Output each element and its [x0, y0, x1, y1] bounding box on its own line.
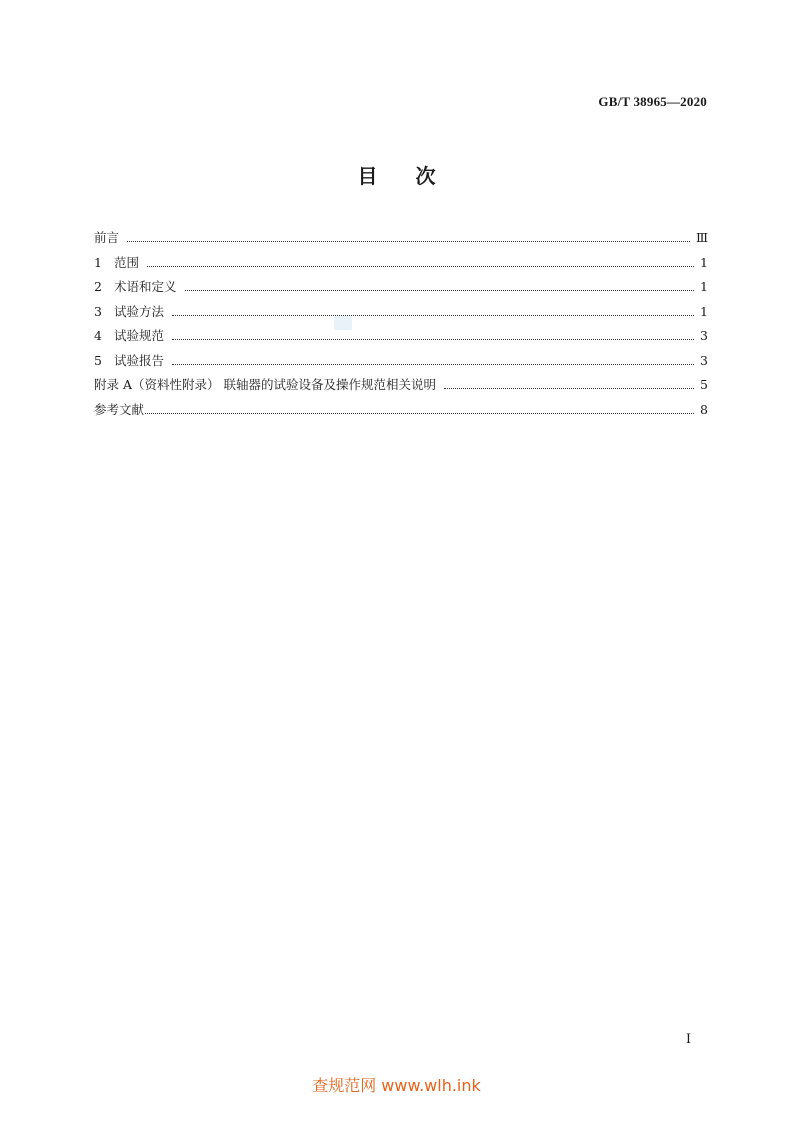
dot-leader	[145, 413, 694, 414]
standard-code: GB/T 38965—2020	[598, 94, 707, 109]
toc-entry-scope[interactable]	[94, 253, 708, 278]
site-watermark: 查规范网 www.wlh.ink	[312, 1076, 481, 1095]
page-title: 目次	[357, 164, 474, 188]
toc-entry-label: 范围	[114, 254, 140, 270]
toc-entry-label: 试验报告	[114, 352, 165, 368]
toc-entry-number: 2	[94, 279, 102, 294]
page-number: I	[685, 1032, 691, 1047]
toc-entry-foreword[interactable]	[94, 228, 708, 253]
toc-entry-terms[interactable]	[94, 277, 708, 302]
dot-leader	[147, 266, 694, 267]
toc-entry-label: 附录 A（资料性附录） 联轴器的试验设备及操作规范相关说明	[94, 377, 436, 392]
toc-entry-page: Ⅲ	[695, 230, 708, 245]
toc-entry-label: 试验规范	[114, 328, 165, 343]
dot-leader	[172, 315, 694, 316]
toc-entry-label: 试验方法	[114, 303, 165, 319]
toc-entry-number: 5	[94, 352, 102, 368]
toc-entry-page: 3	[700, 352, 708, 368]
toc-entry-test-specification[interactable]	[94, 326, 708, 351]
toc-entry-number: 3	[94, 303, 102, 319]
toc-entry-page: 1	[700, 303, 708, 319]
faint-stamp-mark	[334, 316, 352, 330]
table-of-contents	[94, 228, 708, 424]
toc-entry-test-methods[interactable]	[94, 302, 708, 327]
dot-leader	[444, 388, 694, 389]
toc-entry-label: 术语和定义	[114, 279, 177, 294]
toc-entry-number: 4	[94, 328, 102, 343]
toc-entry-page: 1	[700, 254, 708, 270]
toc-entry-appendix-a[interactable]	[94, 375, 708, 400]
dot-leader	[185, 290, 694, 291]
toc-entry-page: 5	[700, 377, 708, 392]
toc-entry-number: 1	[94, 254, 102, 270]
toc-entry-page: 1	[700, 279, 708, 294]
dot-leader	[172, 364, 694, 365]
toc-entry-test-report[interactable]	[94, 351, 708, 376]
toc-entry-label: 参考文献	[94, 401, 145, 417]
dot-leader	[127, 241, 690, 242]
toc-entry-label: 前言	[94, 230, 120, 245]
toc-entry-page: 3	[700, 328, 708, 343]
toc-entry-page: 8	[700, 401, 708, 417]
toc-entry-bibliography[interactable]	[94, 400, 708, 425]
dot-leader	[172, 339, 694, 340]
